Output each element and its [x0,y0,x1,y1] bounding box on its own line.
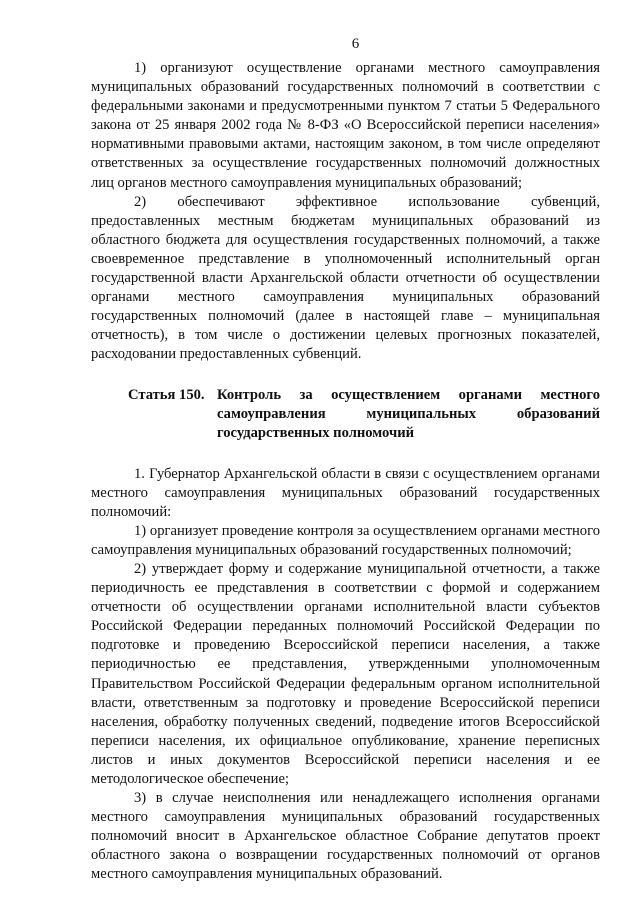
paragraph-item-2: 2) обеспечивают эффективное использование субвенций, предоставленных местным бюджетам муниципальных образований из областного бюджета для осуществления государственных полномочий, а также своевременное представление в уполномоченный исполнительный орган государственной власти Архангельской области отчетности об осуществлении органами местного самоуправления муниципальных образований государственных полномочий (далее в настоящей главе – муниципальная отчетность), в том числе о достижении целевых прогнозных показателей, расходовании предоставленных субвенций. [91,193,600,363]
article-number: Статья 150. [128,386,205,403]
article-heading [91,386,600,443]
paragraph-item-1: 1) организуют осуществление органами местного самоуправления муниципальных образований государственных полномочий в соответствии с федеральными законами и предусмотренными пунктом 7 статьи 5 Федерального закона от 25 января 2002 года № 8-ФЗ «О Всероссийской переписи населения» нормативными правовыми актами, настоящим законом, в том числе определяют ответственных за осуществление государственных полномочий должностных лиц органов местного самоуправления муниципальных образований; [91,60,600,191]
paragraph-subitem-1: 1) организует проведение контроля за осуществлением органами местного самоуправления муниципальных образований государственных полномочий; [91,522,600,558]
paragraph-subitem-3: 3) в случае неисполнения или ненадлежащего исполнения органами местного самоуправления муниципальных образований государственных полномочий вносит в Архангельское областное Собрание депутатов проект областного закона о возвращении государственных полномочий от органов местного самоуправления муниципальных образований. [91,790,600,883]
paragraph-subitem-2: 2) утверждает форму и содержание муниципальной отчетности, а также периодичность ее представления в соответствии с формой и содержанием отчетности об осуществлении органами исполнительной власти субъектов Российской Федерации переданных полномочий Российской Федерации по подготовке и проведению Всероссийской переписи населения, а также периодичностью ее представления, утвержденными уполномоченным Правительством Российской Федерации федеральным органом исполнительной власти, ответственным за подготовку и проведение Всероссийской переписи населения, обработку полученных сведений, подведение итогов Всероссийской переписи населения, их официальное опубликование, хранение переписных листов и иных документов Всероссийской переписи населения и ее методологическое обеспечение; [91,560,600,787]
article-title: Контроль за осуществлением органами местного самоуправления муниципальных образований государственных полномочий [217,386,600,441]
paragraph-clause-1: 1. Губернатор Архангельской области в связи с осуществлением органами местного самоуправления муниципальных образований государственных полномочий: [91,465,600,520]
page-number: 6 [351,36,360,52]
